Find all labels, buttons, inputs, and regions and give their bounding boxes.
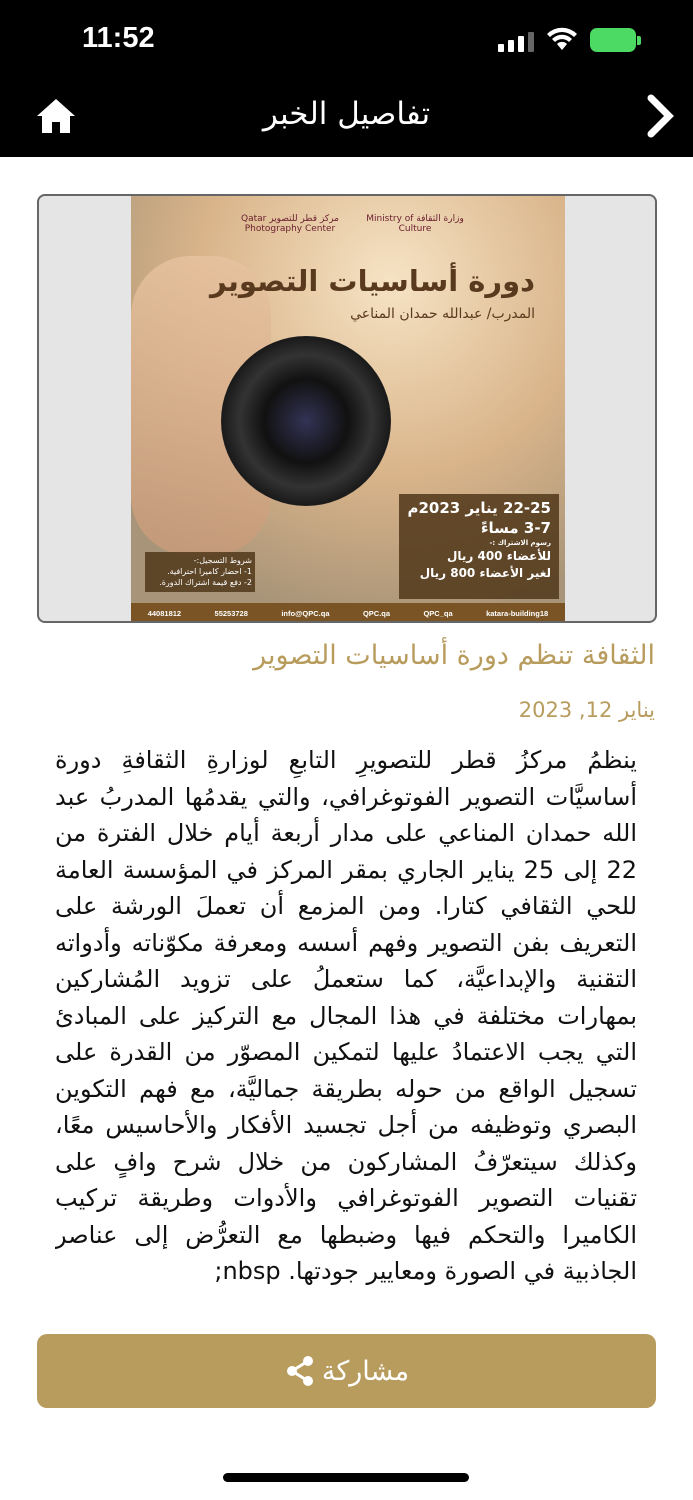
camera-lens-graphic [221,336,391,506]
poster-footer [131,603,565,623]
clock: 11:52 [82,22,155,54]
poster-trainer: المدرب/ عبدالله حمدان المناعي [350,306,535,322]
poster-whatsapp: 55253728 [214,608,248,618]
poster-condition: 2- دفع قيمة اشتراك الدورة. [159,578,252,587]
poster-time: 3-7 مساءً [480,519,551,537]
article-title: الثقافة تنظم دورة أساسيات التصوير [253,640,655,671]
poster-dates: 22-25 يناير 2023م [407,499,551,517]
wifi-icon [546,26,578,52]
poster-conditions-title: شروط التسجيل:- [193,556,252,565]
poster-twitter: QPC_qa [423,608,453,618]
signal-icon [498,32,534,52]
poster-title: دورة أساسيات التصوير [209,264,535,298]
poster-details [399,494,559,599]
poster-email: info@QPC.qa [281,608,330,618]
poster-phone: 44081812 [147,608,182,618]
chevron-right-icon[interactable] [645,94,675,138]
battery-icon [590,28,636,52]
nav-bar [0,80,693,157]
share-label: مشاركة [321,1355,410,1386]
article-body[interactable]: ينظمُ مركزُ قطر للتصويرِ التابعِ لوزارةِ الثقافةِ دورة أساسيَّات التصوير الفوتوغرافي، والتي يقدمُها المدربُ عبد الله حمدان المناعي على مدار أربعة أيام خلال الفترة من 22 إلى 25 يناير الجاري بمقر المركز في المؤسسة العامة للحي الثقافي كتارا. ومن المزمع أن تعملَ الورشة على التعريف بفن التصوير وفهم أسسه ومعرفة مكوّناته وأدواته التقنية والإبداعيَّة، كما ستعملُ على تزويد المُشاركين بمهارات مختلفة في هذا المجال مع التركيز على المبادئ التي يجب الاعتمادُ عليها لتمكين المصوّر من القدرة على تسجيل الواقع من حوله بطريقة جماليَّة، مع فهم التكوين البصري وتوظيفه من أجل تجسيد الأفكار والأحاسيس معًا، وكذلك سيتعرّفُ المشاركون من خلال شرح وافٍ على تقنيات التصوير الفوتوغرافي والأدوات وطريقة تركيب الكاميرا والتحكم فيها وضبطها مع التعرُّض إلى عناصر الجاذبية في الصورة ومعايير جودتها. nbsp; [55,746,637,1285]
poster-conditions [145,552,255,592]
page-title: تفاصيل الخبر [262,96,431,132]
poster-fee-members: للأعضاء 400 ريال [446,549,551,563]
poster-fee-nonmembers: لغير الأعضاء 800 ريال [419,566,551,580]
qpc-logo: مركز قطر للتصوير Qatar Photography Center [241,214,339,234]
status-bar [0,0,693,80]
poster-instagram: QPC.qa [362,608,391,618]
poster-condition: 1- احضار كاميرا احترافية. [167,567,252,576]
home-indicator[interactable] [223,1473,469,1482]
ministry-logo: وزارة الثقافة Ministry of Culture [366,214,464,234]
course-poster [131,196,565,623]
article-date: يناير 12, 2023 [518,698,655,722]
share-icon [284,1354,318,1388]
news-image [37,194,657,623]
poster-fees-label: رسوم الاشتراك :- [489,539,551,547]
poster-location: katara-building18 [486,608,549,618]
share-button[interactable] [37,1334,656,1408]
